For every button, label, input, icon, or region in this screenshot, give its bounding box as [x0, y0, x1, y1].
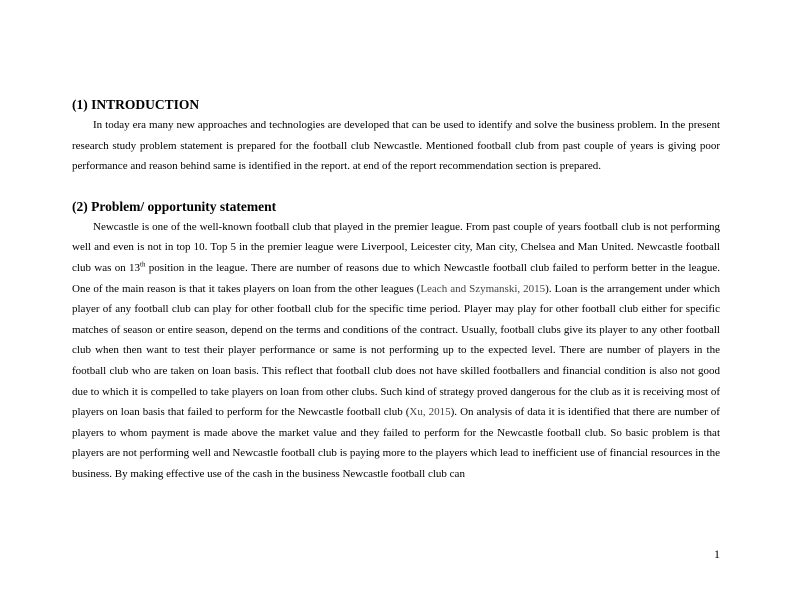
paragraph-text: position in the league. There are number of reasons due to which Newcastle football club failed to perform better in the league. One of the main reason is that it takes players on loan from the other leagues ( [72, 261, 720, 295]
ordinal-superscript: th [140, 260, 146, 269]
document-body [72, 95, 720, 485]
problem-statement-paragraph [72, 217, 720, 485]
introduction-paragraph: In today era many new approaches and technologies are developed that can be used to identify and solve the business problem. In the present research study problem statement is prepared for the football club Newcastle. Mentioned football club from past couple of years is giving poor performance and reason behind same is identified in the report. at end of the report recommendation section is prepared. [72, 119, 720, 173]
paragraph-text: ). Loan is the arrangement under which player of any football club can play for other football club for the specific time period. Player may play for other football club either for specific matches of season or entire season, depend on the terms and conditions of the contract. Usually, football clubs give its player to any other football club when then want to test their player performance or same is not performing up to the expected level. There are number of players in the football club who are taken on loan basis. This reflect that football club does not have skilled footballers and financial condition is also not good due to which it is compelled to take players on loan from other clubs. Such kind of strategy proved dangerous for the club as it is receiving most of players on loan basis that failed to perform for the Newcastle football club ( [72, 282, 720, 419]
paragraph-text: ). On analysis of data it is identified that there are number of players to whom payment is made above the market value and they failed to perform for the Newcastle football club. So basic problem is that players are not performing well and Newcastle football club is paying more to the players which lead to inefficient use of financial resources in the business. By making effective use of the cash in the business Newcastle football club can [72, 406, 720, 480]
section-heading-introduction: (1) INTRODUCTION [72, 97, 200, 112]
section-heading-problem-statement: (2) Problem/ opportunity statement [72, 198, 277, 214]
citation: Xu, 2015 [409, 406, 451, 419]
citation: Leach and Szymanski, 2015 [420, 282, 546, 295]
paragraph-text: Newcastle is one of the well-known football club that played in the premier league. From past couple of years football club is not performing well and even is not in top 10. Top 5 in the premier league were Liverpool, Leicester city, Man city, Chelsea and Man United. Newcastle football club was on 13 [72, 220, 720, 274]
page-number: 1 [714, 547, 720, 561]
